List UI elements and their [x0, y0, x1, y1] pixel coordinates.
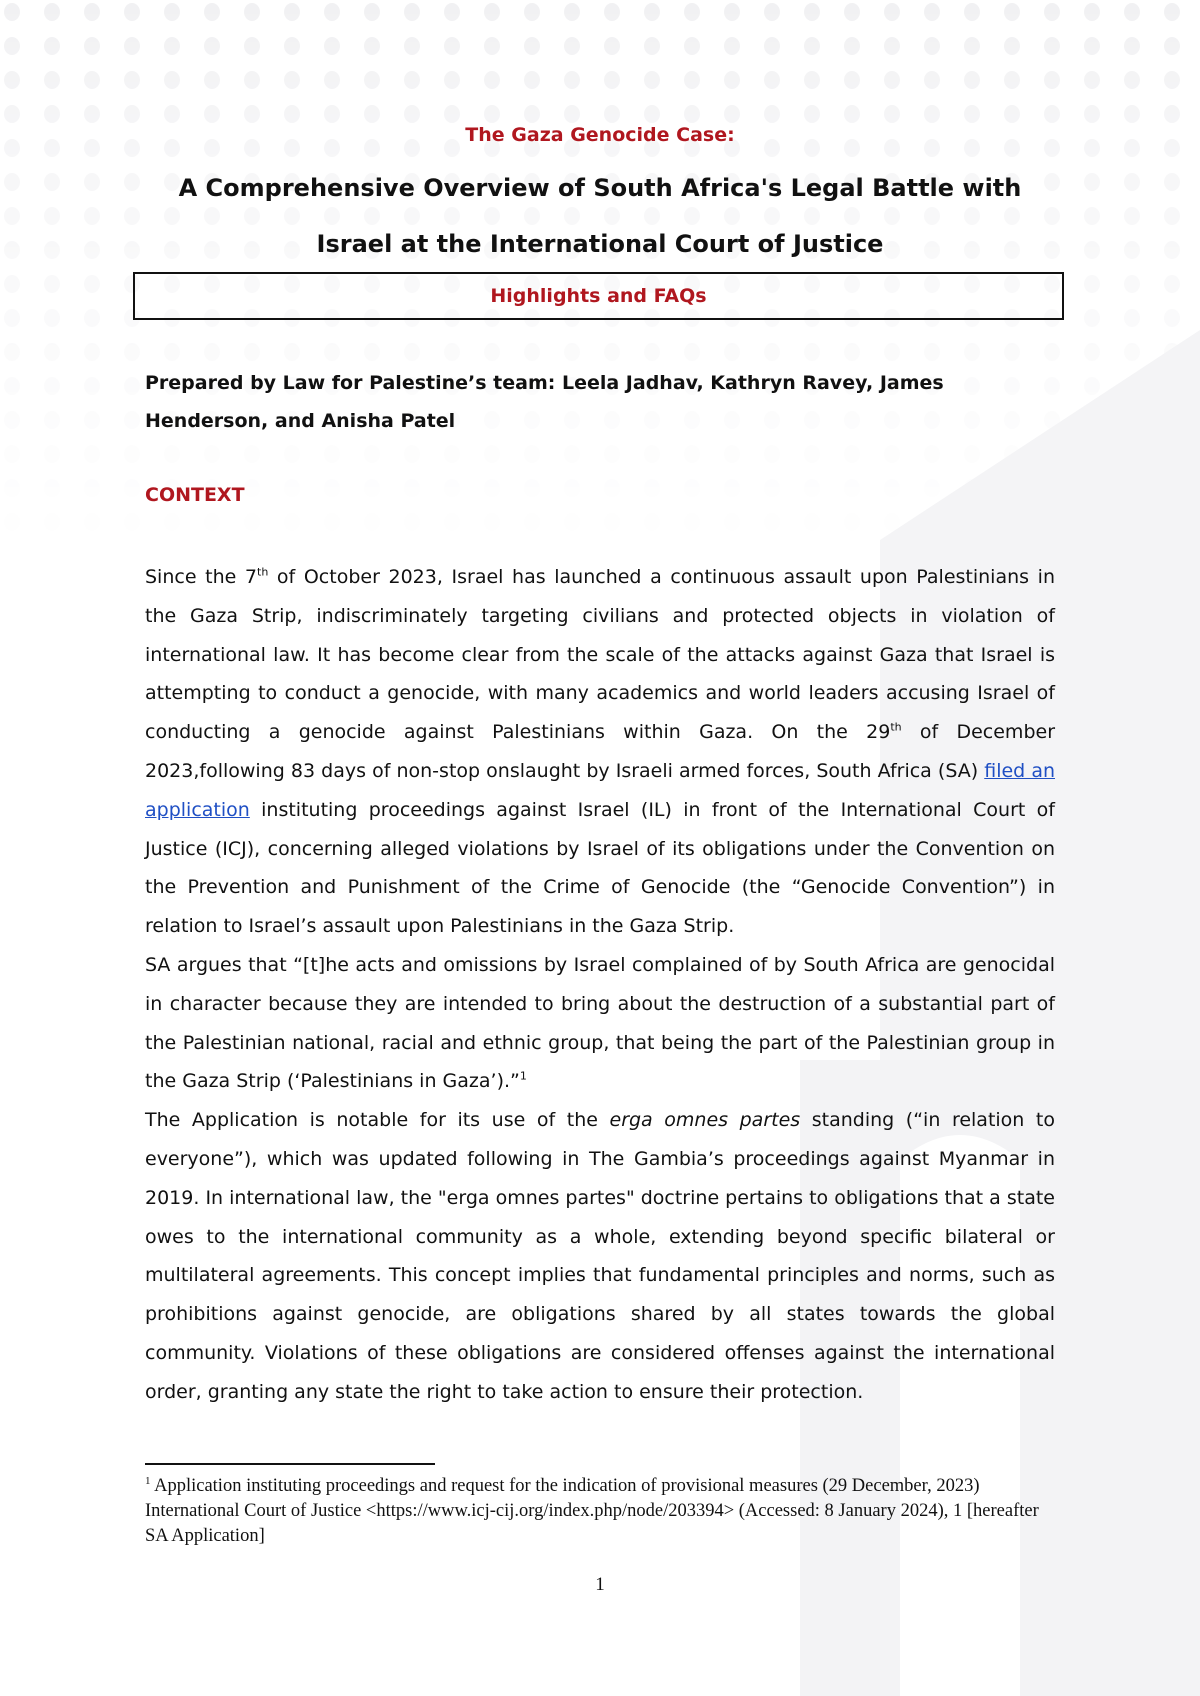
- prepared-by: Prepared by Law for Palestine’s team: Leela Jadhav, Kathryn Ravey, James Henderson, and Anisha Patel: [145, 372, 944, 432]
- highlights-label: Highlights and FAQs: [490, 285, 707, 307]
- highlights-box: [133, 272, 1064, 320]
- paragraph-2: SA argues that “[t]he acts and omissions by Israel complained of by South Africa are genocidal in character because they are intended to bring about the destruction of a substantial part of the Palestinian national, racial and ethnic group, that being the part of the Palestinian group in the Gaza Strip (‘Palestinians in Gaza’).”$^1$: [145, 953, 1055, 1093]
- filed-application-link[interactable]: filed an application: [145, 759, 1055, 821]
- context-body: [145, 558, 1055, 1412]
- superscript: th: [890, 720, 902, 734]
- footnote: [145, 1474, 1055, 1549]
- erga-omnes-term: erga omnes partes: [609, 1109, 801, 1132]
- footnote-reference[interactable]: 1: [519, 1070, 527, 1084]
- paragraph-3: The Application is notable for its use of the erga omnes partes standing (“in relation to everyone”), which was updated following in The Gambia’s proceedings against Myanmar in 2019. In international law, the "erga omnes partes" doctrine pertains to obligations that a state owes to the international community as a whole, extending beyond specific bilateral or multilateral agreements. This concept implies that fundamental principles and norms, such as prohibitions against genocide, are obligations shared by all states towards the global community. Violations of these obligations are considered offenses against the international order, granting any state the right to take action to ensure their protection.: [145, 1109, 1055, 1403]
- document-title: A Comprehensive Overview of South Africa's Legal Battle with Israel at the International Court of Justice: [178, 174, 1022, 258]
- document-kicker: The Gaza Genocide Case:: [465, 124, 735, 146]
- footnote-text: Application instituting proceedings and request for the indication of provisional measures (29 December, 2023) International Court of Justice <https://www.icj-cij.org/index.php/node/203394> (Accessed: 8 January 2024), 1 [hereafter SA Application]: [145, 1476, 1039, 1546]
- footnote-number: 1: [145, 1474, 151, 1487]
- footnote-divider: [145, 1463, 435, 1465]
- superscript: th: [257, 565, 269, 579]
- section-heading-context: CONTEXT: [145, 484, 245, 506]
- page-number: 1: [595, 1574, 605, 1595]
- paragraph-1: Since the 7th of October 2023, Israel has launched a continuous assault upon Palestinians in the Gaza Strip, indiscriminately targeting civilians and protected objects in violation of international law. It has become clear from the scale of the attacks against Gaza that Israel is attempting to conduct a genocide, with many academics and world leaders accusing Israel of conducting a genocide against Palestinians within Gaza. On the 29th of December 2023,following 83 days of non-stop onslaught by Israeli armed forces, South Africa (SA) filed an application instituting proceedings against Israel (IL) in front of the International Court of Justice (ICJ), concerning alleged violations by Israel of its obligations under the Convention on the Prevention and Punishment of the Crime of Genocide (the “Genocide Convention”) in relation to Israel’s assault upon Palestinians in the Gaza Strip.: [145, 565, 1056, 938]
